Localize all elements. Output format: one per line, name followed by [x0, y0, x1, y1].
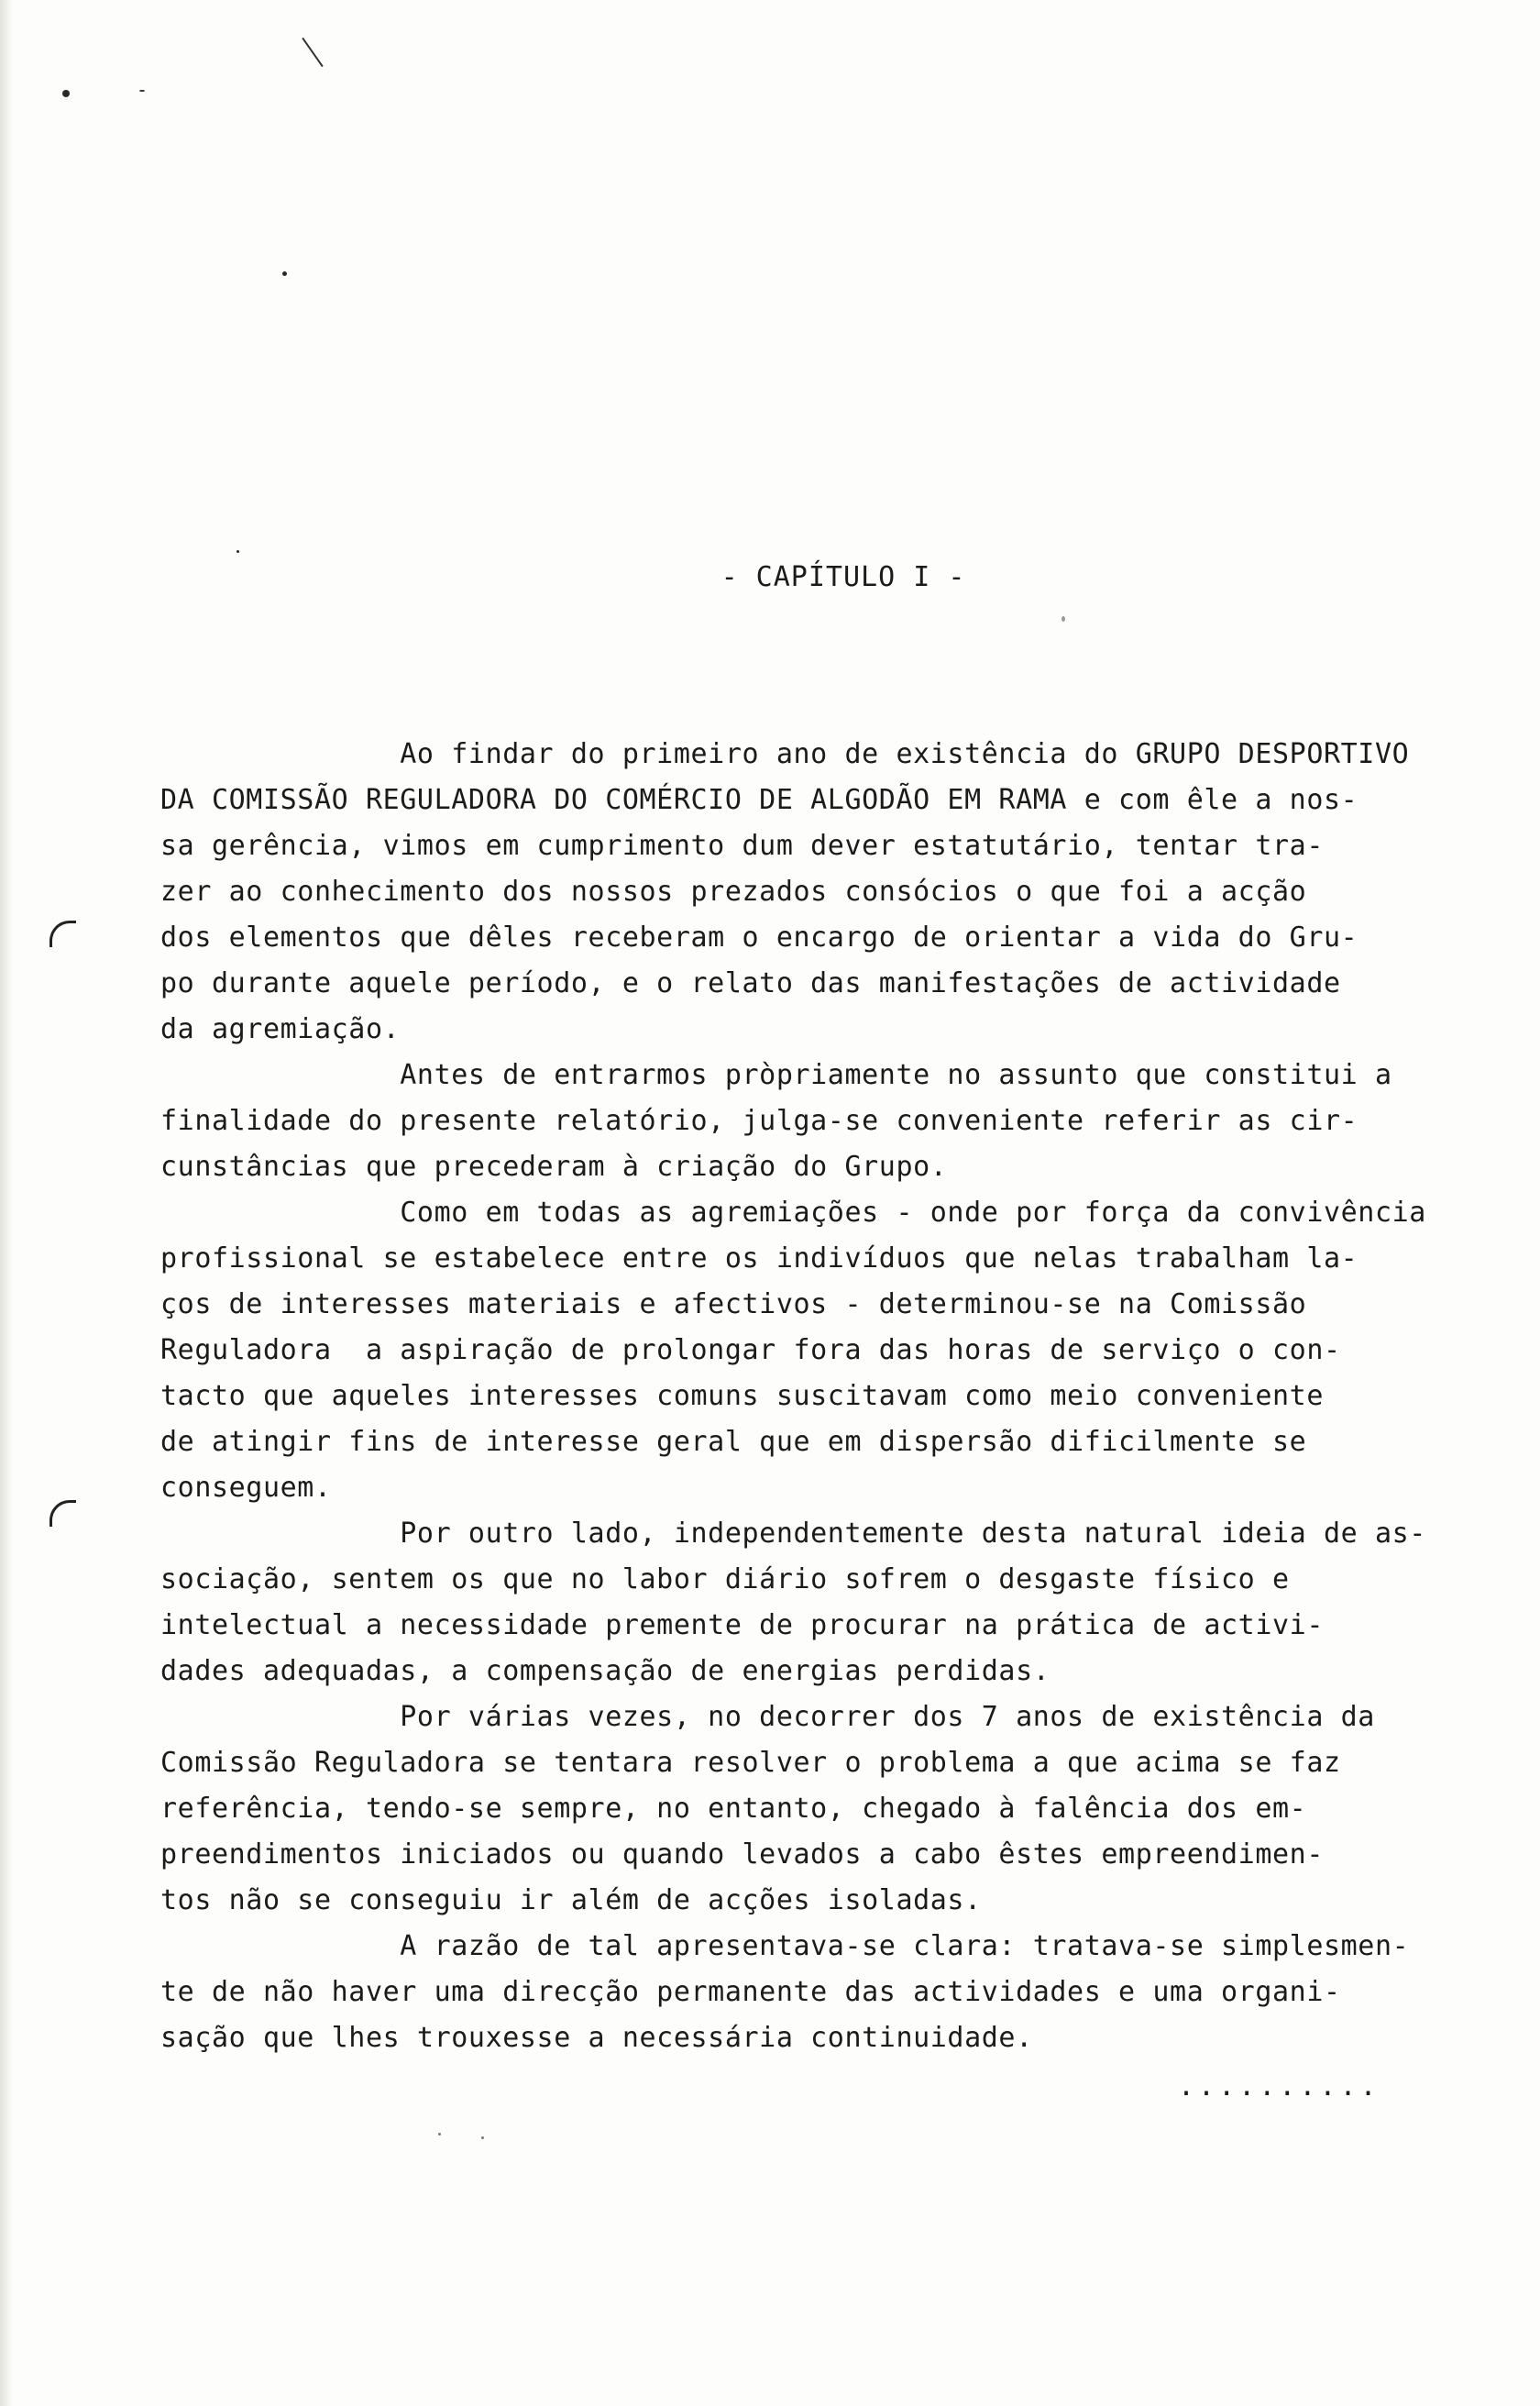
text-line: Reguladora a aspiração de prolongar fora das horas de serviço o con- [160, 1334, 1341, 1366]
text-line: finalidade do presente relatório, julga-se conveniente referir as cir- [160, 1105, 1358, 1137]
text-line: ços de interesses materiais e afectivos - determinou-se na Comissão [160, 1288, 1307, 1320]
body-text [160, 732, 1444, 2061]
text-line: zer ao conhecimento dos nossos prezados consócios o que foi a acção [160, 876, 1307, 908]
text-line: A razão de tal apresentava-se clara: tratava-se simplesmen- [160, 1930, 1410, 1962]
text-line: sa gerência, vimos em cumprimento dum dever estatutário, tentar tra- [160, 830, 1324, 862]
text-line: Como em todas as agremiações - onde por força da convivência [160, 1197, 1426, 1229]
scan-speck [282, 271, 287, 276]
text-line: Por várias vezes, no decorrer dos 7 anos de existência da [160, 1701, 1375, 1733]
text-line: dos elementos que dêles receberam o encargo de orientar a vida do Gru- [160, 922, 1358, 954]
chapter-title: - CAPÍTULO I - [720, 561, 966, 593]
text-line: da agremiação. [160, 1013, 401, 1045]
scan-mark-stroke [302, 38, 323, 67]
page-edge-shadow [0, 0, 13, 2406]
scan-speck [62, 90, 70, 97]
text-line: DA COMISSÃO REGULADORA DO COMÉRCIO DE ALGODÃO EM RAMA e com êle a nos- [160, 784, 1358, 816]
text-line: te de não haver uma direcção permanente das actividades e uma organi- [160, 1976, 1341, 2008]
text-line: tacto que aqueles interesses comuns suscitavam como meio conveniente [160, 1380, 1324, 1412]
text-line: preendimentos iniciados ou quando levados a cabo êstes empreendimen- [160, 1838, 1324, 1871]
scan-speck [438, 2133, 441, 2136]
text-line: referência, tendo-se sempre, no entanto, chegado à falência dos em- [160, 1793, 1307, 1825]
text-line: cunstâncias que precederam à criação do Grupo. [160, 1151, 948, 1183]
text-line: dades adequadas, a compensação de energias perdidas. [160, 1655, 1050, 1687]
scan-speck [139, 90, 145, 92]
text-line: profissional se estabelece entre os indivíduos que nelas trabalham la- [160, 1242, 1358, 1275]
text-line: intelectual a necessidade premente de procurar na prática de activi- [160, 1609, 1324, 1641]
scan-speck [236, 550, 239, 553]
text-line: po durante aquele período, e o relato das manifestações de actividade [160, 967, 1341, 999]
text-line: sociação, sentem os que no labor diário sofrem o desgaste físico e [160, 1563, 1290, 1595]
text-line: Antes de entrarmos pròpriamente no assunto que constitui a [160, 1059, 1392, 1091]
scan-speck [1062, 616, 1065, 622]
scan-speck [481, 2136, 484, 2139]
margin-mark [50, 1500, 76, 1527]
continuation-dots: .......... [1178, 2070, 1380, 2102]
text-line: conseguem. [160, 1472, 332, 1504]
text-line: de atingir fins de interesse geral que em dispersão dificilmente se [160, 1426, 1307, 1458]
text-line: sação que lhes trouxesse a necessária continuidade. [160, 2022, 1033, 2054]
text-line: Ao findar do primeiro ano de existência do GRUPO DESPORTIVO [160, 738, 1410, 770]
margin-mark [50, 921, 76, 947]
text-line: Por outro lado, independentemente desta natural ideia de as- [160, 1518, 1426, 1550]
text-line: tos não se conseguiu ir além de acções isoladas. [160, 1884, 982, 1916]
text-line: Comissão Reguladora se tentara resolver o problema a que acima se faz [160, 1747, 1341, 1779]
